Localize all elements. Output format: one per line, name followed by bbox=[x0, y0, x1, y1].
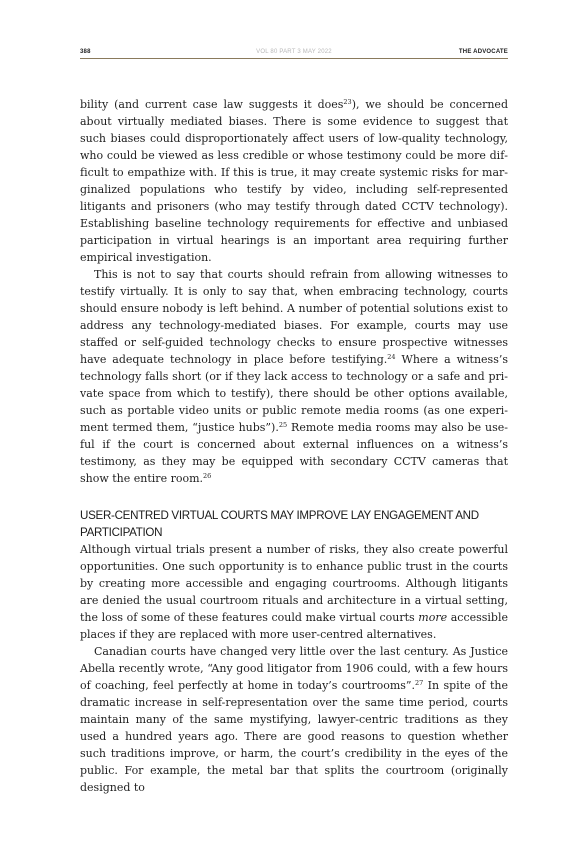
paragraph-text: ), we should be concerned about virtually mediated biases. There is some evidence to suggest that such biases could disproportionately affect users of low-quality technology, who could be viewed as less credible or whose testimony could be more difficult to empathize with. If this is true, it may create systemic risks for marginalized populations who testify by video, including self-represented litigants and prisoners (who may testify through dated CCTV technology). Establishing baseline technology requirements for effective and unbiased participation in virtual hearings is an important area requiring further empirical investigation. bbox=[80, 98, 508, 264]
paragraph bbox=[80, 541, 508, 643]
paragraph-text: Although virtual trials present a number of risks, they also create powerful opportunities. One such opportunity is to enhance public trust in the courts by creating more accessible and engaging courtrooms. Although litigants are denied the usual courtroom rituals and architecture in a virtual setting, the loss of some of these features could make virtual courts bbox=[80, 543, 508, 624]
paragraph bbox=[80, 643, 508, 796]
running-head bbox=[80, 46, 508, 58]
body-text bbox=[80, 96, 508, 796]
section-heading: USER-CENTRED VIRTUAL COURTS MAY IMPROVE LAY ENGAGEMENT AND PARTICIPATION bbox=[80, 509, 479, 539]
paragraph-text: bility (and current case law suggests it does bbox=[80, 98, 344, 111]
paragraph bbox=[80, 96, 508, 266]
page-number: 388 bbox=[80, 49, 91, 55]
paragraph-text: This is not to say that courts should refrain from allowing witnesses to testify virtually. It is only to say that, when embracing technology, courts should ensure nobody is left behind. A number of potential solutions exist to address any technology-mediated biases. For example, courts may use staffed or self-guided technology checks to ensure prospective witnesses have adequate technology in place before testifying. bbox=[80, 268, 508, 366]
paragraph-text: Canadian courts have changed very little over the last century. As Justice Abella recently wrote, “Any good litigator from 1906 could, with a few hours of coaching, feel perfectly at home in today’s courtrooms”. bbox=[80, 645, 508, 692]
paragraph-text: Remote media rooms may also be useful if the court is concerned about external influences on a witness’s testimony, as they may be equipped with secondary CCTV cameras that show the entire room. bbox=[80, 421, 508, 485]
footnote-ref-23[interactable]: 23 bbox=[343, 98, 352, 106]
paragraph bbox=[80, 266, 508, 487]
header-rule bbox=[80, 58, 508, 59]
paragraph-text: accessible places if they are replaced with more user-centred alternatives. bbox=[80, 611, 508, 641]
footnote-ref-24[interactable]: 24 bbox=[387, 353, 396, 361]
footnote-ref-26[interactable]: 26 bbox=[203, 472, 212, 480]
footnote-ref-25[interactable]: 25 bbox=[278, 421, 288, 429]
paragraph-text: Where a witness’s technology falls short (or if they lack access to technology or a safe and private space from which to testify), there should be other options available, such as portable video units or public remote media rooms (as one experiment termed them, “justice hubs”). bbox=[80, 353, 508, 434]
issue-info: VOL 80 PART 3 MAY 2022 bbox=[256, 49, 332, 55]
paragraph-text: In spite of the dramatic increase in self-representation over the same time period, courts maintain many of the same mystifying, lawyer-centric traditions as they used a hundred years ago. There are good reasons to question whether such traditions improve, or harm, the court’s credibility in the eyes of the public. For example, the metal bar that splits the courtroom (originally designed to bbox=[80, 679, 508, 794]
footnote-ref-27[interactable]: 27 bbox=[415, 679, 424, 687]
journal-title: THE ADVOCATE bbox=[458, 49, 508, 55]
emphasis-text: more bbox=[418, 611, 448, 624]
